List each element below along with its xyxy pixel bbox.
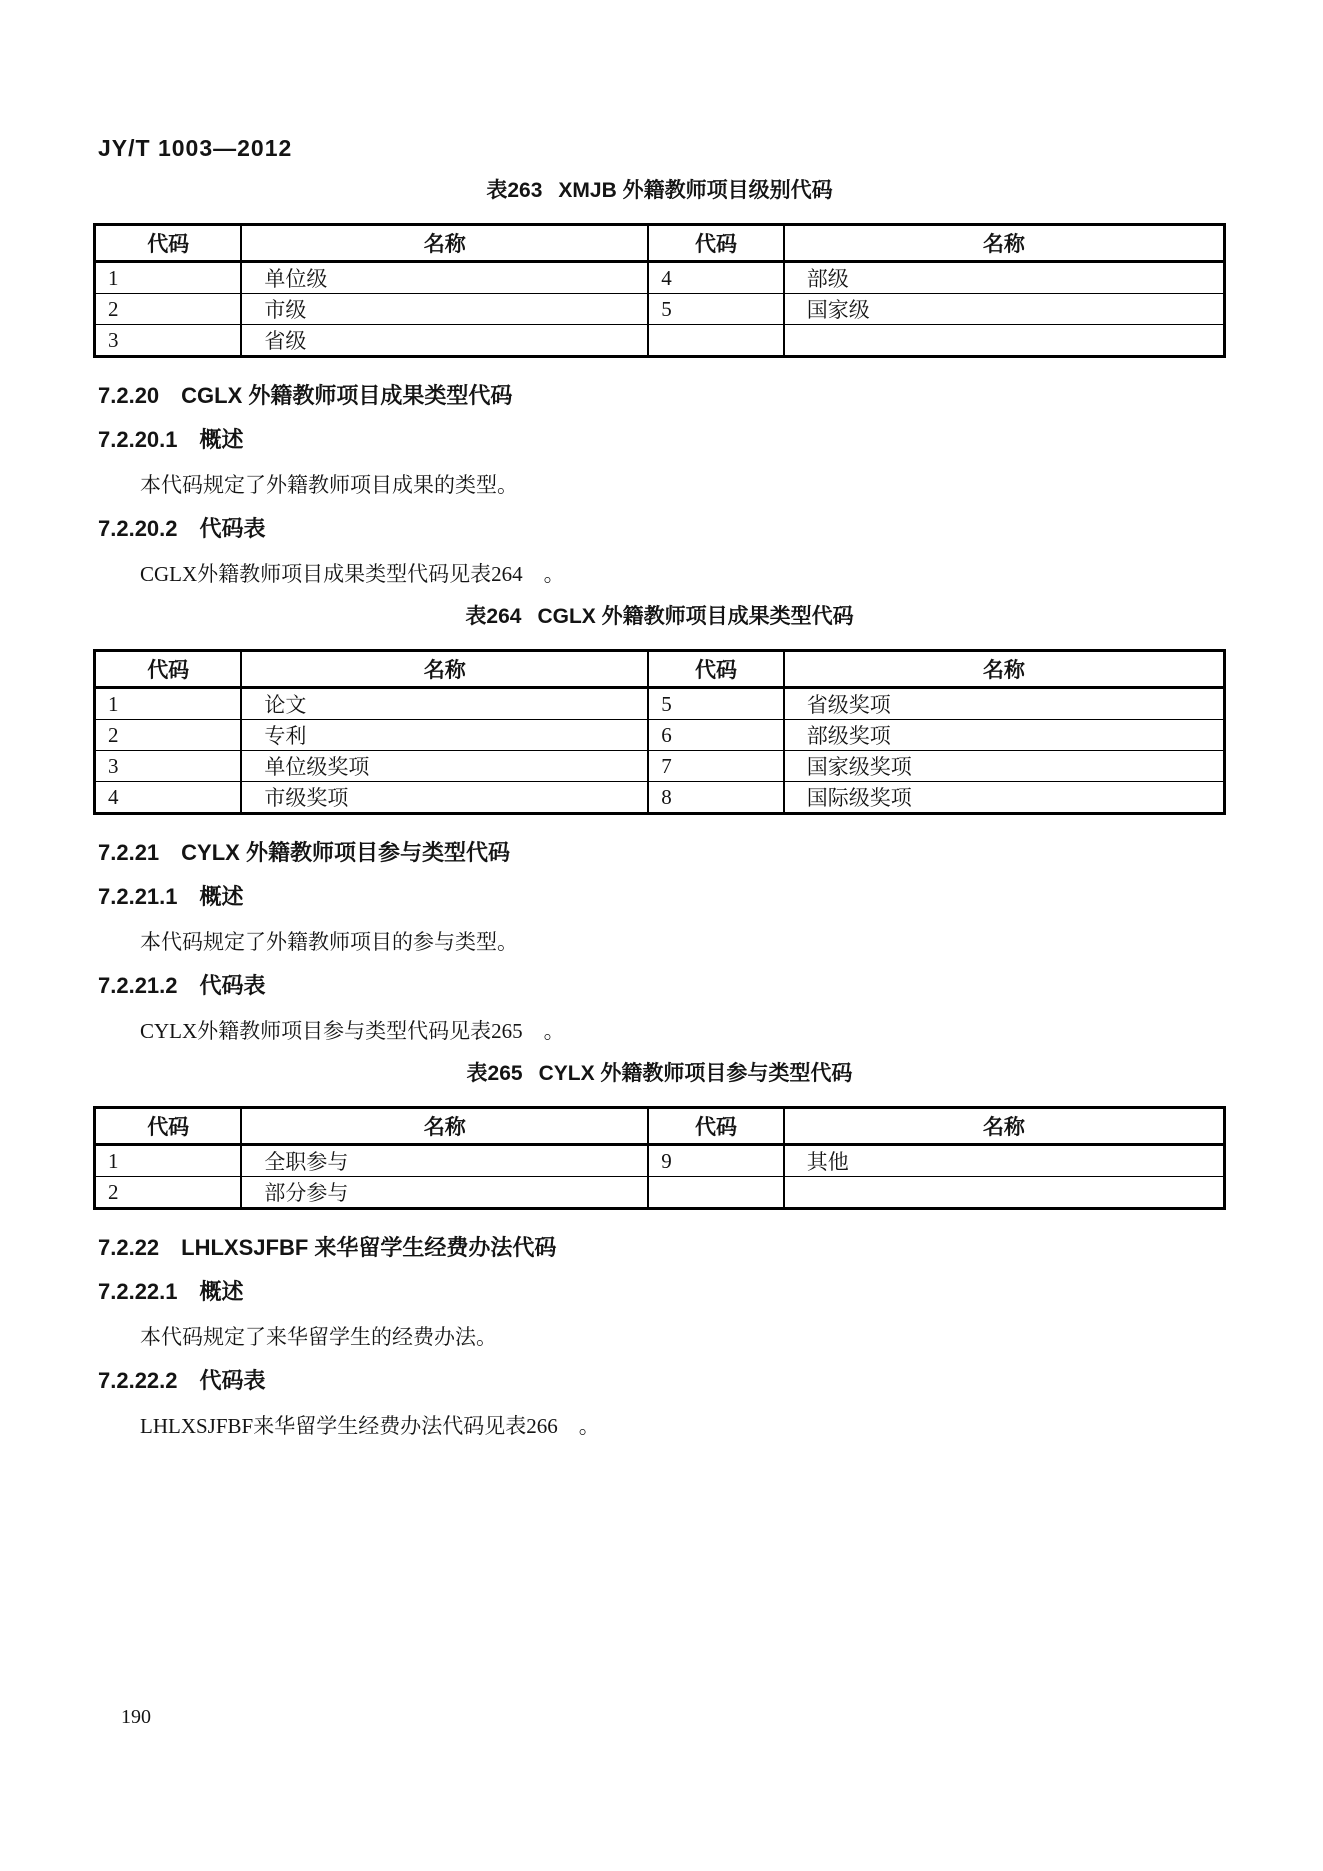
column-header-name: 名称 xyxy=(241,225,648,262)
cell-name: 部分参与 xyxy=(241,1177,648,1209)
paragraph: CYLX外籍教师项目参与类型代码见表265 。 xyxy=(140,1019,565,1043)
table-264-caption xyxy=(93,605,1226,629)
table-row xyxy=(95,751,1225,782)
section-number: 7.2.21.1 xyxy=(98,884,178,909)
cell-name: 其他 xyxy=(784,1145,1225,1177)
cell-name: 论文 xyxy=(241,688,648,720)
page-number: 190 xyxy=(121,1706,151,1728)
column-header-name: 名称 xyxy=(241,651,648,688)
cell-name: 市级奖项 xyxy=(241,782,648,814)
section-heading-7-2-22-2 xyxy=(98,1369,1226,1393)
cell-name xyxy=(784,325,1225,357)
section-heading-7-2-21-1 xyxy=(98,885,1226,909)
section-title: CGLX 外籍教师项目成果类型代码 xyxy=(181,383,513,408)
section-number: 7.2.21 xyxy=(98,840,160,865)
cell-code: 1 xyxy=(95,688,242,720)
table-row xyxy=(95,1177,1225,1209)
cell-name: 国际级奖项 xyxy=(784,782,1225,814)
code-table-263 xyxy=(93,223,1226,358)
cell-name: 市级 xyxy=(241,294,648,325)
cell-code: 4 xyxy=(648,262,784,294)
table-row xyxy=(95,688,1225,720)
cell-code: 1 xyxy=(95,262,242,294)
table-caption-number: 表265 xyxy=(466,1062,523,1085)
cell-code: 2 xyxy=(95,1177,242,1209)
section-heading-7-2-22-1 xyxy=(98,1280,1226,1304)
section-number: 7.2.20.2 xyxy=(98,516,178,541)
cell-code: 6 xyxy=(648,720,784,751)
column-header-name: 名称 xyxy=(241,1108,648,1145)
paragraph: 本代码规定了外籍教师项目的参与类型。 xyxy=(140,930,518,954)
column-header-code: 代码 xyxy=(95,1108,242,1145)
section-heading-7-2-20-1 xyxy=(98,428,1226,452)
section-number: 7.2.22.2 xyxy=(98,1368,178,1393)
section-title: 概述 xyxy=(199,427,244,452)
cell-code: 7 xyxy=(648,751,784,782)
cell-code: 8 xyxy=(648,782,784,814)
table-caption-title: XMJB 外籍教师项目级别代码 xyxy=(558,179,833,202)
cell-name: 部级 xyxy=(784,262,1225,294)
section-number: 7.2.21.2 xyxy=(98,973,178,998)
section-title: 代码表 xyxy=(199,973,266,998)
section-title: CYLX 外籍教师项目参与类型代码 xyxy=(181,840,510,865)
table-caption-title: CYLX 外籍教师项目参与类型代码 xyxy=(538,1062,853,1085)
paragraph: 本代码规定了来华留学生的经费办法。 xyxy=(140,1325,497,1349)
paragraph: CGLX外籍教师项目成果类型代码见表264 。 xyxy=(140,562,565,586)
section-number: 7.2.20.1 xyxy=(98,427,178,452)
cell-code: 9 xyxy=(648,1145,784,1177)
cell-name: 省级 xyxy=(241,325,648,357)
cell-name: 专利 xyxy=(241,720,648,751)
cell-code: 3 xyxy=(95,325,242,357)
table-caption-title: CGLX 外籍教师项目成果类型代码 xyxy=(537,605,854,628)
table-row xyxy=(95,782,1225,814)
section-heading-7-2-21 xyxy=(98,841,1226,865)
section-title: 代码表 xyxy=(199,516,266,541)
section-heading-7-2-21-2 xyxy=(98,974,1226,998)
section-title: 概述 xyxy=(199,1279,244,1304)
cell-name: 国家级奖项 xyxy=(784,751,1225,782)
cell-code: 1 xyxy=(95,1145,242,1177)
table-header-row xyxy=(95,225,1225,262)
table-row xyxy=(95,294,1225,325)
column-header-code: 代码 xyxy=(95,651,242,688)
cell-name: 省级奖项 xyxy=(784,688,1225,720)
table-header-row xyxy=(95,1108,1225,1145)
section-heading-7-2-20-2 xyxy=(98,517,1226,541)
section-number: 7.2.22.1 xyxy=(98,1279,178,1304)
cell-code: 3 xyxy=(95,751,242,782)
standard-number-header: JY/T 1003—2012 xyxy=(98,135,293,161)
cell-code: 5 xyxy=(648,688,784,720)
table-caption-number: 表264 xyxy=(465,605,522,628)
column-header-code: 代码 xyxy=(648,225,784,262)
column-header-code: 代码 xyxy=(95,225,242,262)
cell-name: 国家级 xyxy=(784,294,1225,325)
paragraph: LHLXSJFBF来华留学生经费办法代码见表266 。 xyxy=(140,1414,600,1438)
column-header-name: 名称 xyxy=(784,225,1225,262)
table-265-caption xyxy=(93,1062,1226,1086)
cell-code: 2 xyxy=(95,294,242,325)
table-row xyxy=(95,262,1225,294)
section-heading-7-2-22 xyxy=(98,1236,1226,1260)
cell-code: 4 xyxy=(95,782,242,814)
cell-name xyxy=(784,1177,1225,1209)
column-header-code: 代码 xyxy=(648,1108,784,1145)
table-row xyxy=(95,325,1225,357)
cell-name: 全职参与 xyxy=(241,1145,648,1177)
cell-name: 单位级 xyxy=(241,262,648,294)
column-header-name: 名称 xyxy=(784,651,1225,688)
paragraph: 本代码规定了外籍教师项目成果的类型。 xyxy=(140,473,518,497)
table-row xyxy=(95,720,1225,751)
section-title: 概述 xyxy=(199,884,244,909)
cell-name: 单位级奖项 xyxy=(241,751,648,782)
code-table-265 xyxy=(93,1106,1226,1210)
table-263-caption xyxy=(93,179,1226,203)
section-heading-7-2-20 xyxy=(98,384,1226,408)
section-title: LHLXSJFBF 来华留学生经费办法代码 xyxy=(181,1235,557,1260)
cell-code xyxy=(648,1177,784,1209)
section-title: 代码表 xyxy=(199,1368,266,1393)
cell-code: 2 xyxy=(95,720,242,751)
cell-code: 5 xyxy=(648,294,784,325)
table-row xyxy=(95,1145,1225,1177)
column-header-code: 代码 xyxy=(648,651,784,688)
column-header-name: 名称 xyxy=(784,1108,1225,1145)
table-caption-number: 表263 xyxy=(486,179,543,202)
code-table-264 xyxy=(93,649,1226,815)
section-number: 7.2.22 xyxy=(98,1235,160,1260)
cell-code xyxy=(648,325,784,357)
table-header-row xyxy=(95,651,1225,688)
section-number: 7.2.20 xyxy=(98,383,160,408)
cell-name: 部级奖项 xyxy=(784,720,1225,751)
